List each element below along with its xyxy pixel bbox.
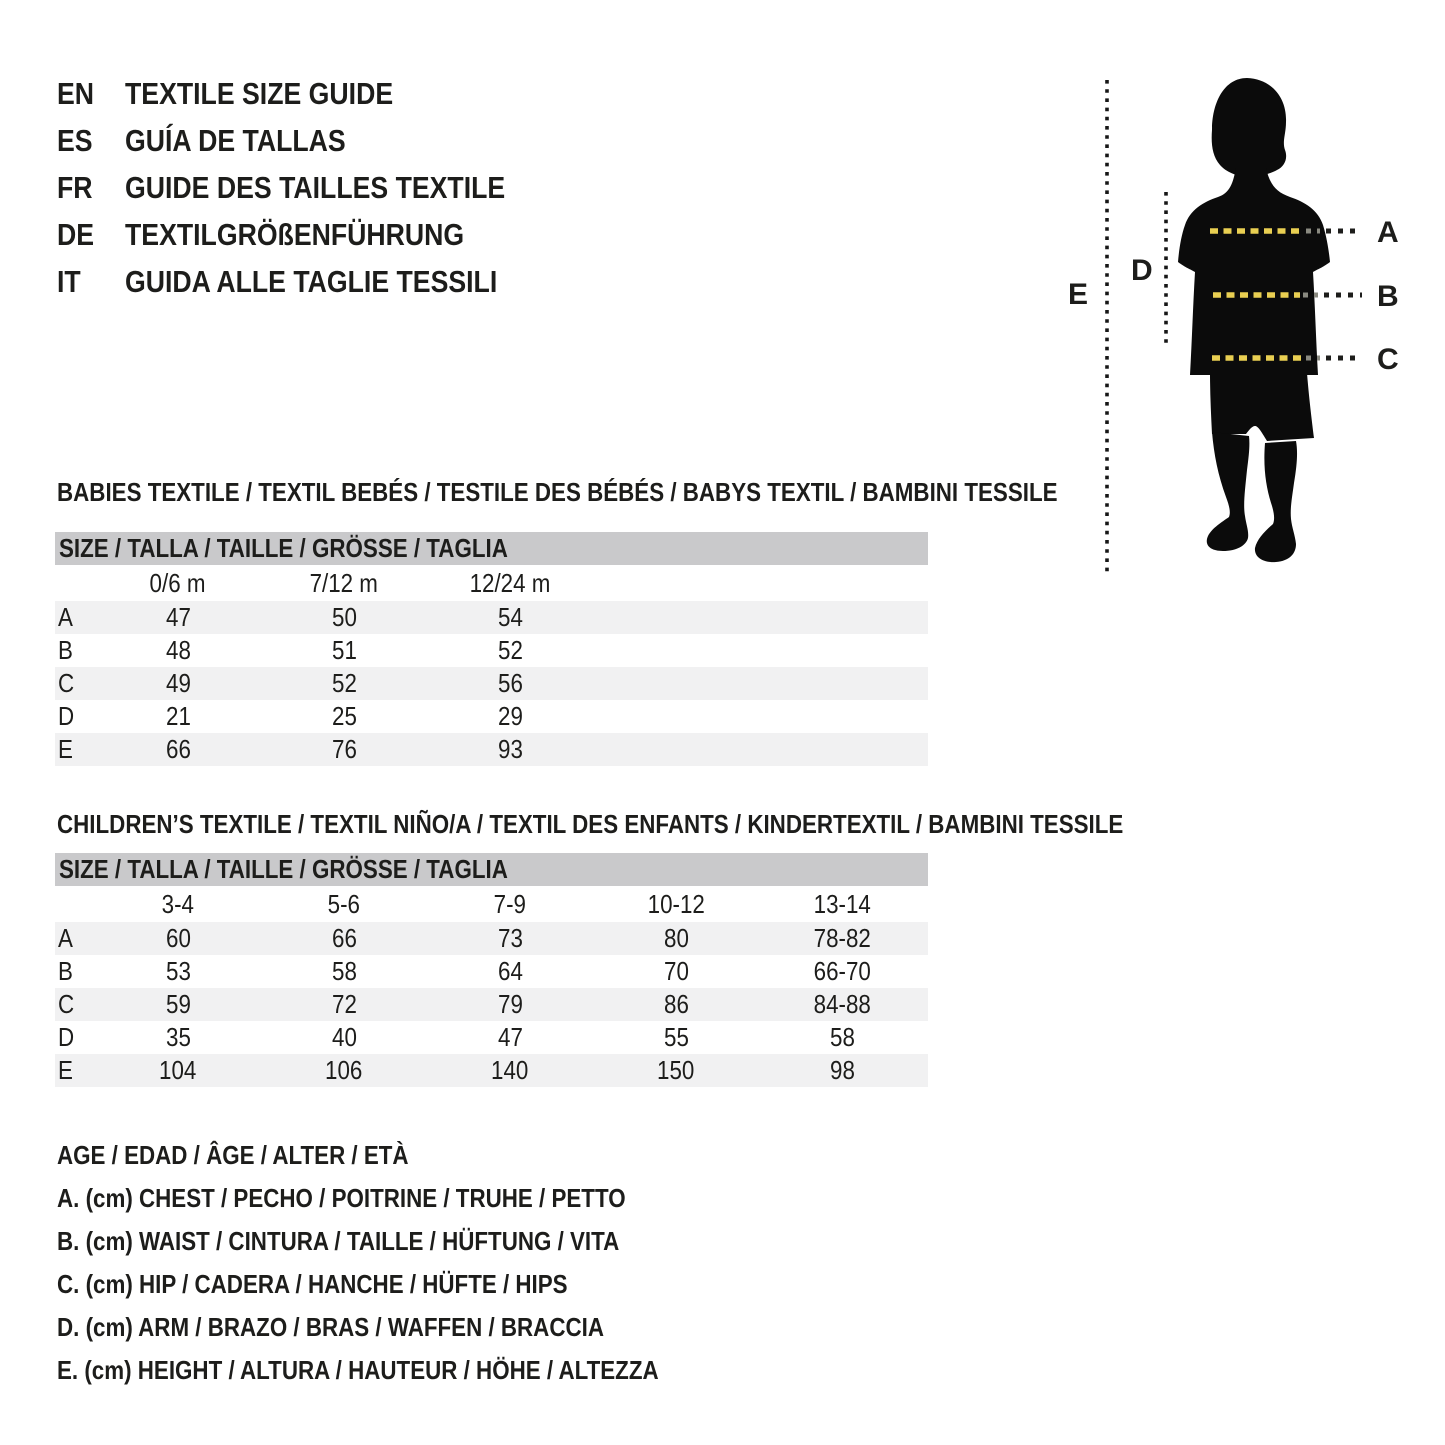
language-title-list [57,70,567,305]
size-value: 104 [159,1055,197,1085]
row-label: D [58,1022,75,1052]
figure-label-E: E [1068,278,1089,311]
table-row [55,1021,928,1054]
children-section-heading [57,809,1297,839]
guide-title: GUÍA DE TALLAS [125,123,346,158]
row-label: E [58,734,73,764]
babies-table-rows [55,601,928,766]
row-label: C [58,668,75,698]
row-label: B [58,635,73,665]
legend-text: D. (cm) ARM / BRAZO / BRAS / WAFFEN / BRACCIA [57,1312,604,1342]
size-value: 66 [331,923,357,953]
guide-title: GUIDA ALLE TAGLIE TESSILI [125,264,498,299]
table-row [55,700,928,733]
language-row [57,117,567,164]
size-value: 21 [165,701,191,731]
size-header-text: SIZE / TALLA / TAILLE / GRÖSSE / TAGLIA [59,533,508,563]
language-code: DE [57,217,95,252]
legend-text: E. (cm) HEIGHT / ALTURA / HAUTEUR / HÖHE / ALTEZZA [57,1355,659,1385]
column-header: 10-12 [647,888,705,919]
size-value: 29 [497,701,523,731]
size-value: 60 [165,923,191,953]
table-row [55,733,928,766]
guide-title: TEXTILGRÖßENFÜHRUNG [125,217,465,252]
row-label: D [58,701,75,731]
size-header-bar [55,853,928,886]
language-row [57,70,567,117]
table-row [55,667,928,700]
babies-section-heading-text: BABIES TEXTILE / TEXTIL BEBÉS / TESTILE DES BÉBÉS / BABYS TEXTIL / BAMBINI TESSILE [57,477,1058,507]
size-value: 66 [165,734,191,764]
size-value: 76 [331,734,357,764]
size-value: 58 [829,1022,855,1052]
size-value: 35 [165,1022,191,1052]
babies-size-table [55,532,928,766]
size-value: 79 [497,989,523,1019]
table-row [55,1054,928,1087]
row-label: E [58,1055,73,1085]
row-label: A [58,602,73,632]
legend-line-hip [57,1263,757,1306]
size-value: 93 [497,734,523,764]
child-silhouette-icon [1050,58,1445,598]
language-row [57,164,567,211]
size-value: 80 [663,923,689,953]
size-header-text: SIZE / TALLA / TAILLE / GRÖSSE / TAGLIA [59,854,508,884]
figure-label-D: D [1131,254,1153,287]
children-section-heading-text: CHILDREN’S TEXTILE / TEXTIL NIÑO/A / TEXTIL DES ENFANTS / KINDERTEXTIL / BAMBINI TESSILE [57,809,1124,839]
size-value: 84-88 [813,989,871,1019]
legend-line-chest [57,1177,757,1220]
size-value: 58 [331,956,357,986]
table-row [55,601,928,634]
legend-line-arm [57,1306,757,1349]
language-code: FR [57,170,93,205]
size-value: 52 [331,668,357,698]
column-header-spacer [55,886,95,922]
figure-label-C: C [1377,343,1399,376]
table-row [55,988,928,1021]
table-row [55,634,928,667]
size-value: 40 [331,1022,357,1052]
babies-column-headers [55,565,928,601]
language-code: ES [57,123,93,158]
guide-title: GUIDE DES TAILLES TEXTILE [125,170,506,205]
legend-line-age [57,1134,757,1177]
legend-text: C. (cm) HIP / CADERA / HANCHE / HÜFTE / HIPS [57,1269,568,1299]
measurement-figure [1050,58,1445,598]
size-value: 64 [497,956,523,986]
column-header-spacer [55,565,95,601]
language-code: IT [57,264,81,299]
size-value: 51 [331,635,357,665]
children-table-rows [55,922,928,1087]
size-value: 53 [165,956,191,986]
language-row [57,258,567,305]
size-value: 150 [657,1055,695,1085]
size-value: 47 [165,602,191,632]
legend-text: AGE / EDAD / ÂGE / ALTER / ETÀ [57,1140,409,1170]
legend-line-height [57,1349,757,1392]
figure-label-A: A [1377,216,1399,249]
language-row [57,211,567,258]
column-header: 12/24 m [469,567,551,598]
size-value: 140 [491,1055,529,1085]
column-header: 0/6 m [150,567,206,598]
table-row [55,922,928,955]
row-label: B [58,956,73,986]
size-value: 48 [165,635,191,665]
size-value: 70 [663,956,689,986]
size-value: 59 [165,989,191,1019]
row-label: A [58,923,73,953]
row-label: C [58,989,75,1019]
column-header: 7-9 [493,888,527,919]
legend-text: A. (cm) CHEST / PECHO / POITRINE / TRUHE / PETTO [57,1183,626,1213]
size-value: 106 [325,1055,363,1085]
size-value: 66-70 [813,956,871,986]
size-value: 52 [497,635,523,665]
children-column-headers [55,886,928,922]
size-value: 49 [165,668,191,698]
size-value: 86 [663,989,689,1019]
size-value: 56 [497,668,523,698]
legend-line-waist [57,1220,757,1263]
size-value: 98 [829,1055,855,1085]
guide-title: TEXTILE SIZE GUIDE [125,76,394,111]
column-header: 3-4 [161,888,195,919]
children-size-table [55,853,928,1087]
size-value: 50 [331,602,357,632]
size-value: 25 [331,701,357,731]
size-value: 55 [663,1022,689,1052]
babies-section-heading [57,477,1220,507]
column-header: 13-14 [813,888,871,919]
size-header-bar [55,532,928,565]
size-value: 54 [497,602,523,632]
size-value: 73 [497,923,523,953]
figure-label-B: B [1377,280,1399,313]
column-header: 5-6 [327,888,361,919]
size-value: 47 [497,1022,523,1052]
table-row [55,955,928,988]
size-value: 78-82 [813,923,871,953]
size-value: 72 [331,989,357,1019]
legend-text: B. (cm) WAIST / CINTURA / TAILLE / HÜFTUNG / VITA [57,1226,620,1256]
measurement-legend [57,1134,757,1392]
column-header: 7/12 m [309,567,379,598]
language-code: EN [57,76,95,111]
